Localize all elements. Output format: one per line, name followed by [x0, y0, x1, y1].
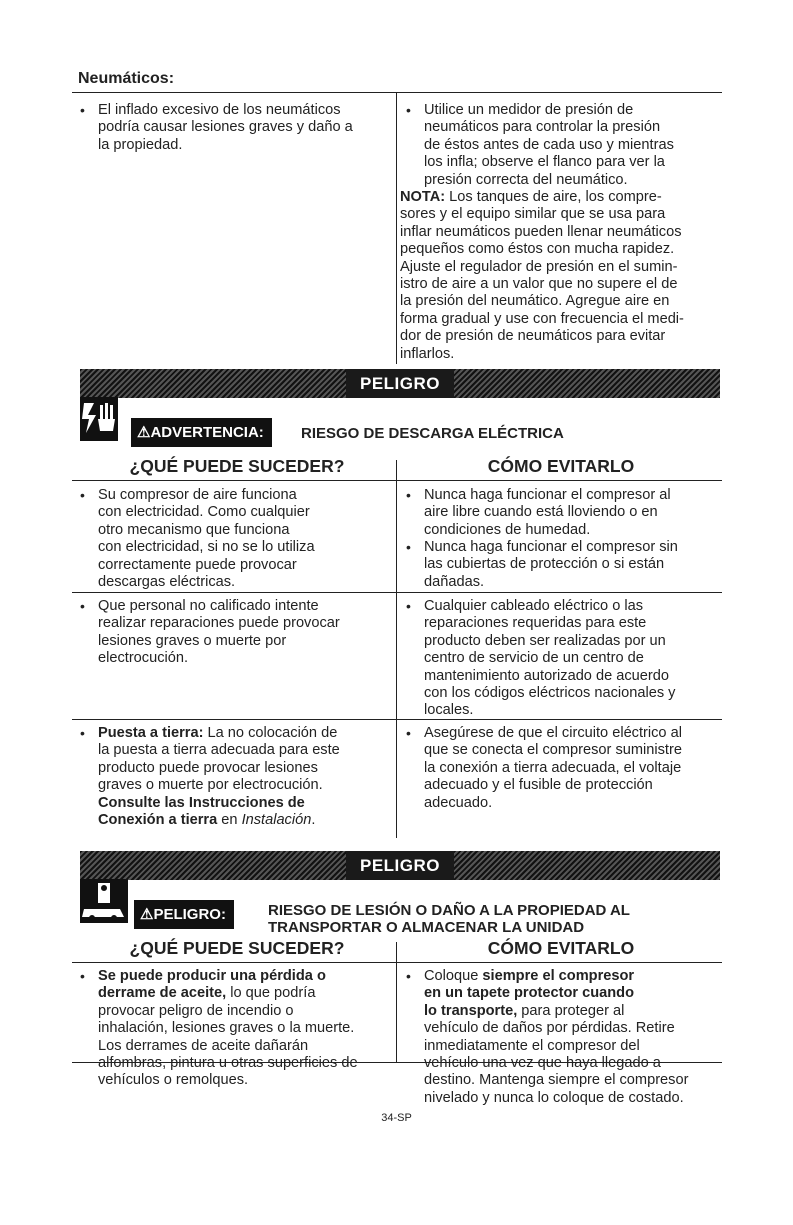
what-can-happen-heading-2: ¿QUÉ PUEDE SUCEDER? — [129, 938, 345, 958]
tires-title-rule — [72, 92, 722, 93]
section1-row3-prevent: • Asegúrese de que el circuito eléctrico al que se conecta el compresor suministre la conexión a tierra adecuada, el voltaje adecuado y el fusible de protección adecuado. — [406, 725, 682, 811]
section2-prevent: • Coloque siempre el compresor en un tapete protector cuando lo transporte, para proteger al vehículo de daños por pérdidas. Retire inmediatamente el compresor del vehículo una vez que haya llegado a destino. Mantenga siempre el compresor nivelado y nunca lo coloque de costado. — [406, 968, 689, 1106]
section1-column-divider — [396, 460, 397, 838]
electric-shock-icon — [80, 397, 118, 441]
tires-left-bullet: • El inflado excesivo de los neumáticos podría causar lesiones graves y daño a la propiedad. — [80, 102, 353, 153]
warning-badge: ⚠ADVERTENCIA: — [131, 418, 272, 447]
section2-header-rule — [72, 962, 722, 963]
section1-row1-prevent-b: • Nunca haga funcionar el compresor sin las cubiertas de protección o si están dañadas. — [406, 539, 678, 590]
tires-column-divider — [396, 93, 397, 364]
page-number: 34-SP — [381, 1112, 412, 1124]
warning-triangle-icon: ⚠ — [137, 424, 151, 441]
section1-row1-rule — [72, 592, 722, 593]
transport-risk-title: RIESGO DE LESIÓN O DAÑO A LA PROPIEDAD AL TRANSPORTAR O ALMACENAR LA UNIDAD — [268, 902, 630, 936]
section1-row3-hazard: • Puesta a tierra: La no colocación de la puesta a tierra adecuada para este producto puede provocar lesiones graves o muerte por electrocución. Consulte las Instrucciones de Conexión a tierra en Instalación. — [80, 725, 340, 829]
vehicle-hazard-icon — [80, 879, 128, 923]
section1-row2-rule — [72, 719, 722, 720]
tires-right-bullet: • Utilice un medidor de presión de neumáticos para controlar la presión de éstos antes de cada uso y mientras los infla; observe el flanco para ver la presión correcta del neumático. — [406, 102, 674, 188]
tires-section-title: Neumáticos: — [78, 70, 175, 87]
what-can-happen-heading-1: ¿QUÉ PUEDE SUCEDER? — [129, 456, 345, 476]
section2-bottom-rule — [72, 1062, 722, 1063]
section1-row2-prevent: • Cualquier cableado eléctrico o las reparaciones requeridas para este producto deben ser realizadas por un centro de servicio de un centro de mantenimiento autorizado de acuerdo con los códigos eléctricos nacionales y locales. — [406, 598, 676, 719]
section1-row1-prevent-a: • Nunca haga funcionar el compresor al aire libre cuando está lloviendo o en condiciones de humedad. — [406, 487, 671, 538]
section2-column-divider — [396, 942, 397, 1062]
how-to-prevent-heading-2: CÓMO EVITARLO — [487, 938, 635, 958]
danger-badge: ⚠PELIGRO: — [134, 900, 234, 929]
section1-header-rule — [72, 480, 722, 481]
how-to-prevent-heading-1: CÓMO EVITARLO — [487, 456, 635, 476]
section1-row2-hazard: • Que personal no calificado intente realizar reparaciones puede provocar lesiones graves o muerte por electrocución. — [80, 598, 340, 667]
electric-risk-title: RIESGO DE DESCARGA ELÉCTRICA — [301, 425, 564, 442]
danger-triangle-icon: ⚠ — [140, 906, 154, 923]
section2-hazard: • Se puede producir una pérdida o derrame de aceite, lo que podría provocar peligro de incendio o inhalación, lesiones graves o la muerte. Los derrames de aceite dañarán alfombras, pintura u otras superficies de vehículos o remolques. — [80, 968, 358, 1089]
section1-row1-hazard: • Su compresor de aire funciona con electricidad. Como cualquier otro mecanismo que funciona con electricidad, si no se lo utiliza correctamente puede provocar descargas eléctricas. — [80, 487, 315, 591]
danger-banner-2: PELIGRO — [80, 851, 720, 880]
danger-banner-1: PELIGRO — [80, 369, 720, 398]
tires-note: NOTA: Los tanques de aire, los compre- sores y el equipo similar que se usa para inflar neumáticos pueden llenar neumáticos pequeños como éstos con mucha rapidez. Ajuste el regulador de presión en el sumin- istro de aire a un valor que no supere el de la presión del neumático. Agregue aire en forma gradual y use con frecuencia el medi- dor de presión de neumáticos para evitar inflarlos. — [400, 189, 684, 362]
